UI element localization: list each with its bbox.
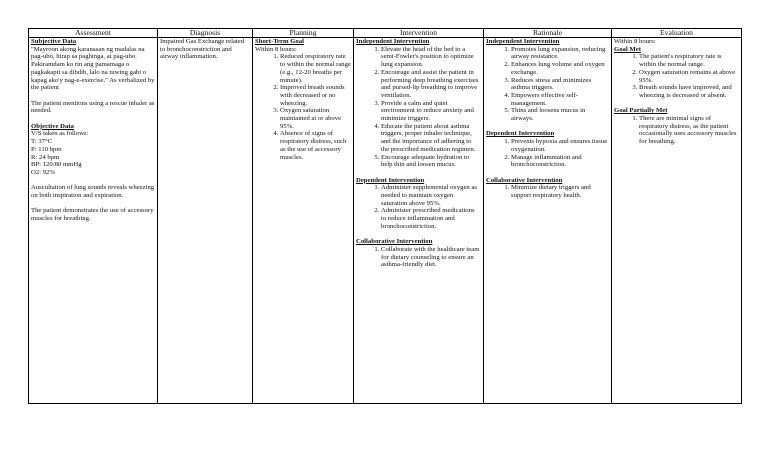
intervention-cell [354,38,484,404]
rationale-collaborative-list [486,184,609,199]
evaluation-intro: Within 8 hours: [614,38,656,45]
intervention-item: 1. Collaborate with the healthcare team for dietary counseling to ensure an asthma-friendly diet. [381,246,481,269]
rationale-independent-heading: Independent Intervention [486,38,560,45]
accessory-muscle-note: The patient demonstrates the use of accessory muscles for breathing. [31,207,154,223]
subjective-quote: "Mayroon akong karanasan ng madalas na pag-ubo, hirap sa paghinga, at pag-ubo. Pakiramdam ko rin ang pamamaga o pagkakapit sa dibdib, lalo na tuwing gabi o kapag ako'y nag-e-exercise." As verbalized by the patient [31,45,155,92]
goal-partially-met-heading: Goal Partially Met [614,107,668,115]
goal-partially-met-list [614,115,739,146]
evaluation-item: 1. The patient's respiratory rate is within the normal range. [639,53,739,68]
planning-goal: 4. Absence of signs of respiratory distress, such as the use of accessory muscles. [280,130,351,161]
planning-goal: 1. Reduced respiratory rate to within the normal range (e.g., 12-20 breaths per minute). [280,53,351,84]
assessment-cell [29,38,158,404]
evaluation-item: 3. Breath sounds have improved, and wheezing is decreased or absent. [639,84,739,99]
intervention-item: 5. Encourage adequate hydration to help thin and loosen mucus. [381,154,481,169]
diagnosis-cell [158,38,253,404]
rationale-dependent-heading: Dependent Intervention [486,130,555,138]
intervention-independent-heading: Independent Intervention [356,38,430,45]
objective-heading: Objective Data [31,122,74,130]
intervention-dependent-list [356,184,481,230]
nursing-care-plan-table [28,28,742,404]
intervention-item: 2. Encourage and assist the patient in performing deep breathing exercises and pursed-lip breathing to improve ventilation. [381,69,481,100]
vital-respiration: R: 24 bpm [31,153,60,161]
rationale-item: 2. Enhances lung volume and oxygen exchange. [511,61,609,76]
vital-oxygen: O2: 92% [31,168,55,176]
vital-pulse: P: 110 bpm [31,145,62,153]
rationale-item: 2. Manage inflammation and bronchoconstriction. [511,154,609,169]
rationale-cell [484,38,612,404]
header-diagnosis: Diagnosis [158,29,253,38]
rationale-item: 3. Reduces stress and minimizes asthma triggers. [511,77,609,92]
intervention-dependent-heading: Dependent Intervention [356,176,425,184]
evaluation-item: 2. Oxygen saturation remains at above 95%. [639,69,739,84]
vital-temperature: T: 37°C [31,138,53,146]
intervention-independent-list [356,46,481,169]
evaluation-cell [612,38,742,404]
header-planning: Planning [253,29,354,38]
intervention-collaborative-heading: Collaborative Intervention [356,238,433,246]
header-rationale: Rationale [484,29,612,38]
intervention-item: 2. Administer prescribed medications to reduce inflammation and bronchoconstriction. [381,207,481,230]
rationale-item: 4. Empowers effective self-management. [511,92,609,107]
intervention-item: 4. Educate the patient about asthma triggers, proper inhaler technique, and the importance of adhering to the prescribed medication regimen. [381,123,481,154]
intervention-collaborative-list [356,246,481,269]
content-row [29,38,742,404]
auscultation-note: Auscultation of lung sounds reveals wheezing on both inspiration and expiration. [31,184,155,200]
vs-intro: V/S taken as follows: [31,130,89,138]
rationale-item: 5. Thins and loosens mucus in airways. [511,107,609,122]
planning-intro: Within 8 hours: [255,45,297,53]
goal-met-heading: Goal Met [614,45,641,53]
diagnosis-text: Impaired Gas Exchange related to bronchoconstriction and airway inflammation. [160,38,245,61]
intervention-item: 3. Provide a calm and quiet environment to reduce anxiety and minimize triggers. [381,100,481,123]
planning-goal: 2. Improved breath sounds with decreased or no wheezing. [280,84,351,107]
short-term-goal-heading: Short-Term Goal [255,38,304,45]
planning-goal: 3. Oxygen saturation maintained at or above 95%. [280,107,351,130]
rationale-independent-list [486,46,609,123]
header-row [29,29,742,38]
rationale-collaborative-heading: Collaborative Intervention [486,176,563,184]
planning-cell [253,38,354,404]
rescue-inhaler-note: The patient mentions using a rescue inhaler as needed. [31,99,155,115]
rationale-item: 1. Prevents hypoxia and ensures tissue oxygenation. [511,138,609,153]
rationale-item: 1. Promotes lung expansion, reducing airway resistance. [511,46,609,61]
header-intervention: Intervention [354,29,484,38]
vital-blood-pressure: BP: 120/80 mmHg [31,161,82,169]
subjective-heading: Subjective Data [31,38,77,45]
intervention-item: 1. Administer supplemental oxygen as needed to maintain oxygen saturation above 95%. [381,184,481,207]
evaluation-item: 1. There are minimal signs of respiratory distress, as the patient occasionally uses accessory muscles for breathing. [639,115,739,146]
rationale-dependent-list [486,138,609,169]
planning-goals-list [255,53,351,161]
goal-met-list [614,53,739,99]
rationale-item: 1. Minimize dietary triggers and support respiratory health. [511,184,609,199]
header-evaluation: Evaluation [612,29,742,38]
header-assessment: Assessment [29,29,158,38]
intervention-item: 1. Elevate the head of the bed to a semi-Fowler's position to optimize lung expansion. [381,46,481,69]
